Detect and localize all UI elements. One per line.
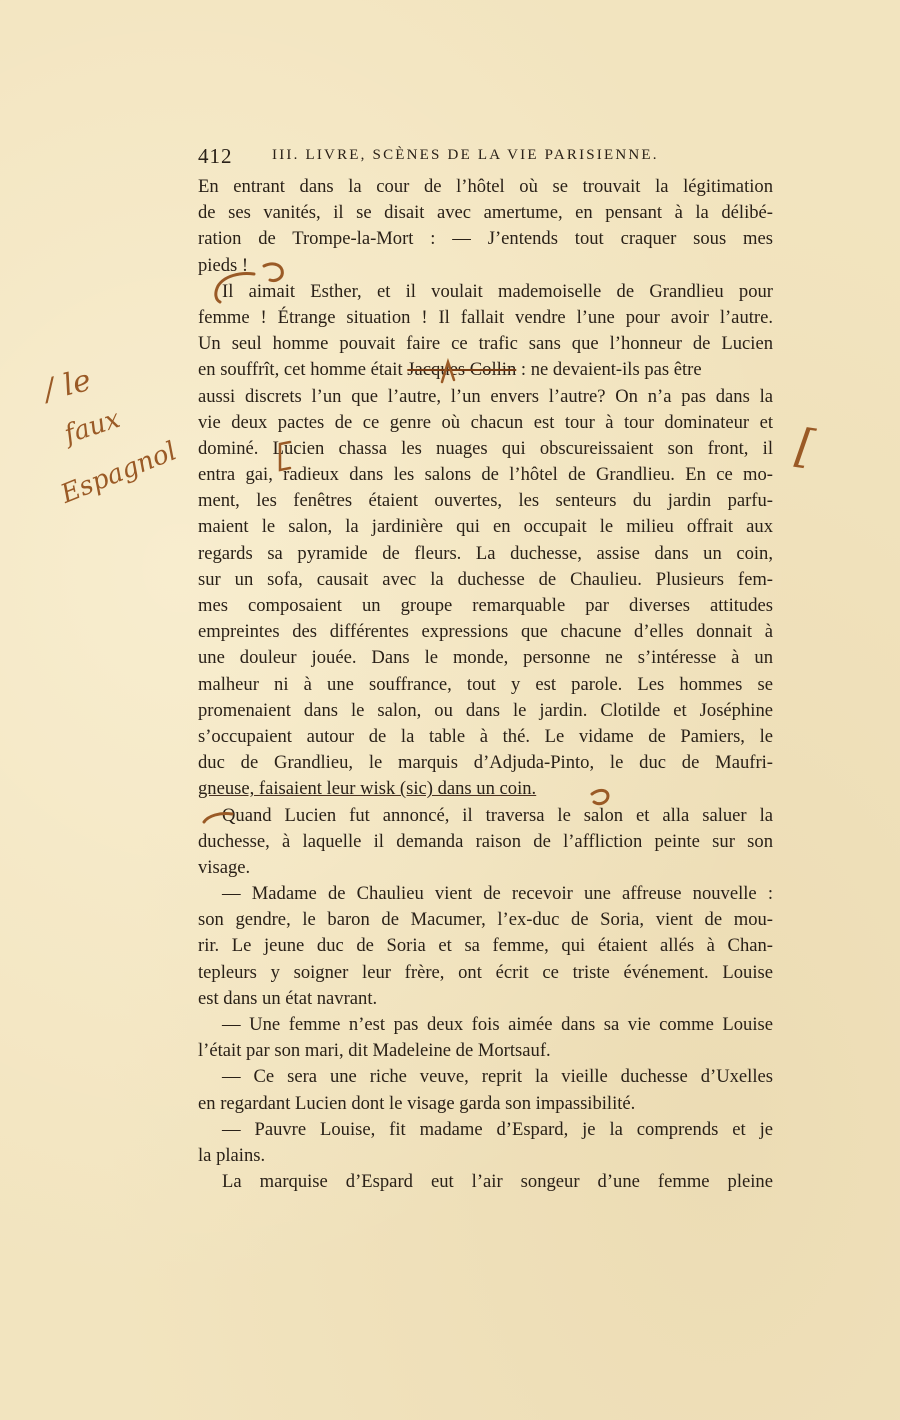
margin-note-line: Espagnol [56, 436, 182, 510]
text-line: mes composaient un groupe remarquable par diverses attitudes [198, 595, 773, 616]
running-head-title: III. LIVRE, SCÈNES DE LA VIE PARISIENNE. [272, 147, 659, 163]
text-line: rir. Le jeune duc de Soria et sa femme, qui étaient allés à Chan- [198, 935, 773, 957]
text-line: ration de Trompe-la-Mort : — J’entends tout craquer sous mes [198, 228, 773, 250]
text-line: sur un sofa, causait avec la duchesse de Chaulieu. Plusieurs fem- [198, 568, 773, 590]
text-line: en regardant Lucien dont le visage garda son impassibilité. [198, 1092, 636, 1114]
text-line: En entrant dans la cour de l’hôtel où se trouvait la légitimation [198, 176, 773, 197]
text-segment: en souffrît, cet homme était [198, 359, 403, 381]
body-text [198, 174, 773, 1195]
text-line: La marquise d’Espard eut l’air songeur d’une femme pleine [222, 1171, 773, 1193]
text-line: — Pauvre Louise, fit madame d’Espard, je la comprends et je [222, 1118, 773, 1140]
underlined-line: gneuse, faisaient leur wisk (sic) dans un coin. [198, 778, 537, 800]
text-line: — Ce sera une riche veuve, reprit la vieille duchesse d’Uxelles [222, 1066, 773, 1088]
text-line: ment, les fenêtres étaient ouvertes, les senteurs du jardin parfu- [198, 490, 773, 512]
text-line: promenaient dans le salon, ou dans le jardin. Clotilde et Joséphine [198, 699, 773, 721]
text-line: empreintes des différentes expressions que chacune d’elles donnait à [198, 621, 773, 643]
text-line: une douleur jouée. Dans le monde, personne ne s’intéresse à un [198, 647, 773, 669]
text-line: tepleurs y soigner leur frère, ont écrit ce triste événement. Louise [198, 961, 773, 983]
text-line: Il aimait Esther, et il voulait mademoiselle de Grandlieu pour [222, 280, 773, 302]
text-line: aussi discrets l’un que l’autre, l’un envers l’autre? On n’a pas dans la [198, 385, 773, 407]
text-line: visage. [198, 856, 251, 878]
text-line: malheur ni à une souffrance, tout y est parole. Les hommes se [198, 673, 773, 695]
struck-text: Jacques Collin [407, 359, 517, 381]
text-line: duc de Grandlieu, le marquis d’Adjuda-Pinto, le duc de Maufri- [198, 752, 773, 774]
text-line: pieds ! [198, 254, 249, 276]
text-line: s’occupaient autour de la table à thé. Le vidame de Pamiers, le [198, 725, 773, 747]
text-line: femme ! Étrange situation ! Il fallait vendre l’une pour avoir l’autre. [198, 306, 773, 328]
text-line: vie deux pactes de ce genre où chacun est tour à tour dominateur et [198, 411, 773, 433]
page-number: 412 [198, 144, 233, 168]
text-line: la plains. [198, 1144, 266, 1166]
text-segment: : ne devaient-ils pas être [520, 359, 702, 381]
text-line: l’était par son mari, dit Madeleine de Mortsauf. [198, 1040, 551, 1062]
running-head [198, 144, 773, 168]
text-line: Quand Lucien fut annoncé, il traversa le salon et alla saluer la [222, 804, 773, 826]
text-line: — Une femme n’est pas deux fois aimée dans sa vie comme Louise [222, 1014, 773, 1035]
text-line: regards sa pyramide de fleurs. La duchesse, assise dans un coin, [198, 542, 773, 564]
text-line: dominé. Lucien chassa les nuages qui obscureissaient son front, il [198, 437, 773, 459]
text-line: entra gai, radieux dans les salons de l’hôtel de Grandlieu. En ce mo- [198, 464, 773, 486]
text-line: maient le salon, la jardinière qui en occupait le milieu offrait aux [198, 516, 773, 538]
text-line-with-strike [198, 357, 773, 383]
margin-note-line: / le [40, 362, 95, 409]
text-line: duchesse, à laquelle il demanda raison de l’affliction peinte sur son [198, 830, 773, 852]
text-line: son gendre, le baron de Macumer, l’ex-duc de Soria, vient de mou- [198, 909, 773, 931]
text-line: de ses vanités, il se disait avec amertume, en pensant à la délibé- [198, 202, 773, 224]
handwritten-margin-note [38, 362, 198, 528]
margin-bracket-mark: [ [792, 418, 818, 474]
text-line: — Madame de Chaulieu vient de recevoir une affreuse nouvelle : [222, 883, 773, 905]
text-line: est dans un état navrant. [198, 987, 378, 1009]
margin-note-line: faux [60, 403, 124, 451]
text-line: Un seul homme pouvait faire ce trafic sans que l’honneur de Lucien [198, 333, 773, 355]
